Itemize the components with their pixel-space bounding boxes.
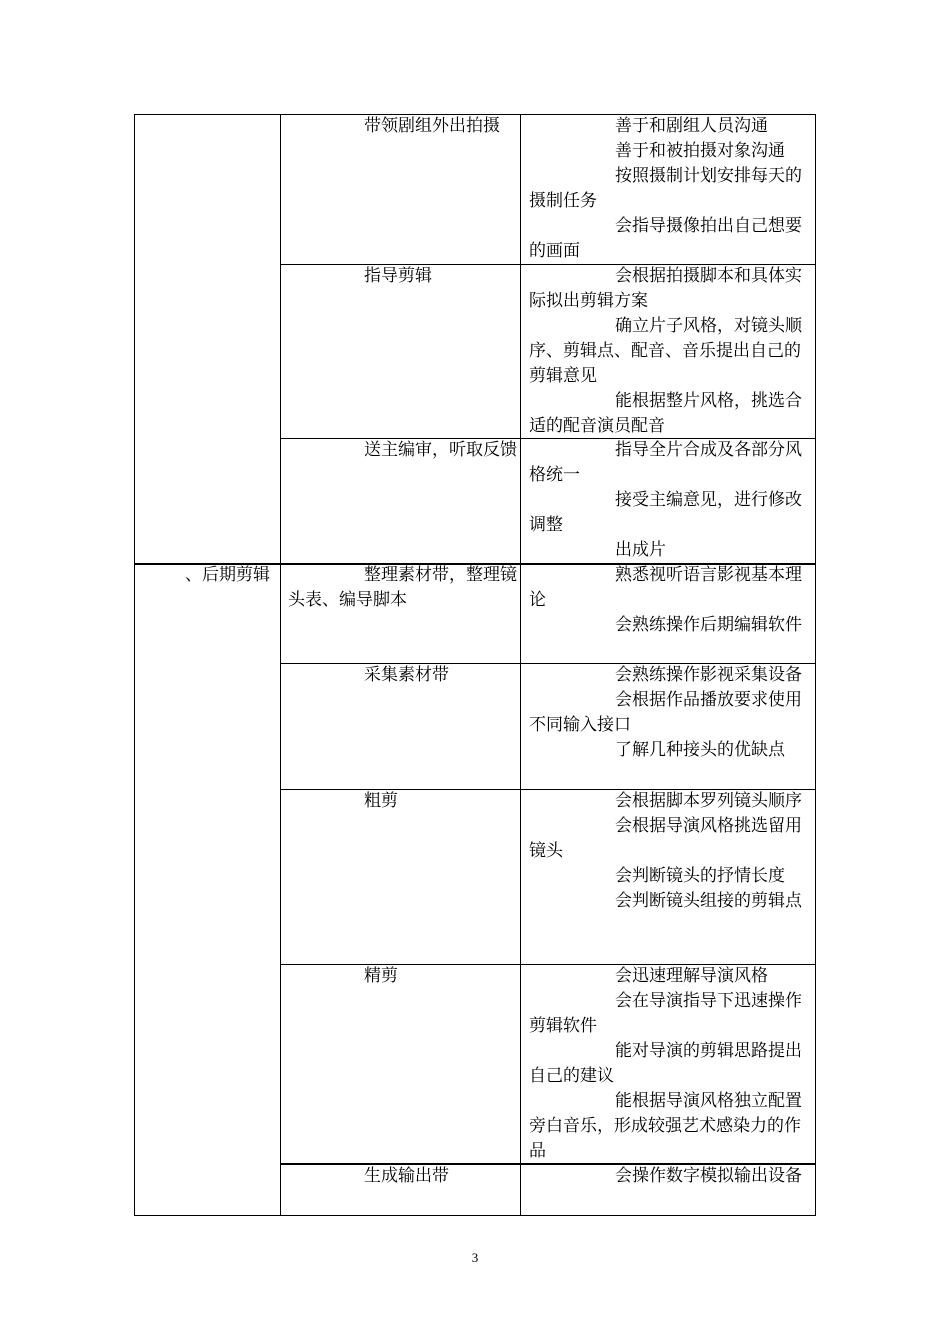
skills-cell (529, 438, 811, 563)
skill-item: 指导全片合成及各部分风格统一 (529, 440, 802, 485)
skill-item: 会在导演指导下迅速操作剪辑软件 (529, 991, 802, 1036)
skill-item: 会熟练操作影视采集设备 (615, 665, 802, 685)
skill-item: 善于和剧组人员沟通 (615, 116, 768, 136)
skill-item: 了解几种接头的优缺点 (615, 740, 785, 760)
table-border-left (134, 114, 135, 1216)
skill-item: 出成片 (615, 540, 666, 560)
skill-item: 会根据拍摄脚本和具体实际拟出剪辑方案 (529, 266, 802, 311)
skill-item: 能根据导演风格独立配置旁白音乐，形成较强艺术感染力的作品 (529, 1091, 802, 1161)
skill-item: 善于和被拍摄对象沟通 (615, 141, 785, 161)
category-cell: 、后期剪辑 (185, 565, 270, 585)
skill-item: 会判断镜头的抒情长度 (615, 866, 785, 886)
skill-item: 会根据导演风格挑选留用镜头 (529, 816, 802, 861)
column-divider-2 (520, 114, 521, 1216)
table-border-right (815, 114, 816, 1216)
task-cell (288, 789, 520, 814)
task-label: 指导剪辑 (364, 266, 432, 286)
page-number: 3 (471, 1250, 479, 1265)
table-border-bottom (134, 1215, 816, 1216)
skills-cell (529, 114, 811, 264)
skill-item: 会熟练操作后期编辑软件 (615, 615, 802, 635)
skill-item: 会根据作品播放要求使用不同输入接口 (529, 690, 802, 735)
skills-cell (529, 563, 811, 638)
task-label: 生成输出带 (364, 1166, 449, 1186)
skill-item: 熟悉视听语言影视基本理论 (529, 565, 802, 610)
skill-item: 能对导演的剪辑思路提出自己的建议 (529, 1041, 802, 1086)
skill-item: 确立片子风格，对镜头顺序、剪辑点、配音、音乐提出自己的剪辑意见 (529, 316, 802, 386)
skills-cell (529, 789, 811, 914)
task-label: 粗剪 (364, 791, 398, 811)
skill-item: 会指导摄像拍出自己想要的画面 (529, 216, 802, 261)
task-cell (288, 1164, 520, 1189)
column-divider-1 (280, 114, 281, 1216)
task-cell (288, 964, 520, 989)
task-cell (288, 114, 520, 139)
task-label: 整理素材带，整理镜头表、编导脚本 (288, 565, 517, 610)
task-cell (288, 563, 520, 613)
skill-item: 会操作数字模拟输出设备 (615, 1166, 802, 1186)
skill-item: 会判断镜头组接的剪辑点 (615, 891, 802, 911)
task-label: 送主编审，听取反馈 (364, 440, 517, 460)
skills-cell (529, 663, 811, 763)
skill-item: 按照摄制计划安排每天的摄制任务 (529, 166, 802, 211)
skill-item: 会迅速理解导演风格 (615, 966, 768, 986)
task-label: 采集素材带 (364, 665, 449, 685)
skill-item: 能根据整片风格，挑选合适的配音演员配音 (529, 391, 802, 436)
skills-cell (529, 964, 811, 1164)
skill-item: 会根据脚本罗列镜头顺序 (615, 791, 802, 811)
skills-cell (529, 1164, 811, 1189)
task-cell (288, 264, 520, 289)
skills-table (134, 114, 816, 1216)
task-cell (288, 438, 520, 463)
task-label: 精剪 (364, 966, 398, 986)
task-label: 带领剧组外出拍摄 (364, 116, 500, 136)
skills-cell (529, 264, 811, 439)
skill-item: 接受主编意见，进行修改调整 (529, 490, 802, 535)
task-cell (288, 663, 520, 688)
